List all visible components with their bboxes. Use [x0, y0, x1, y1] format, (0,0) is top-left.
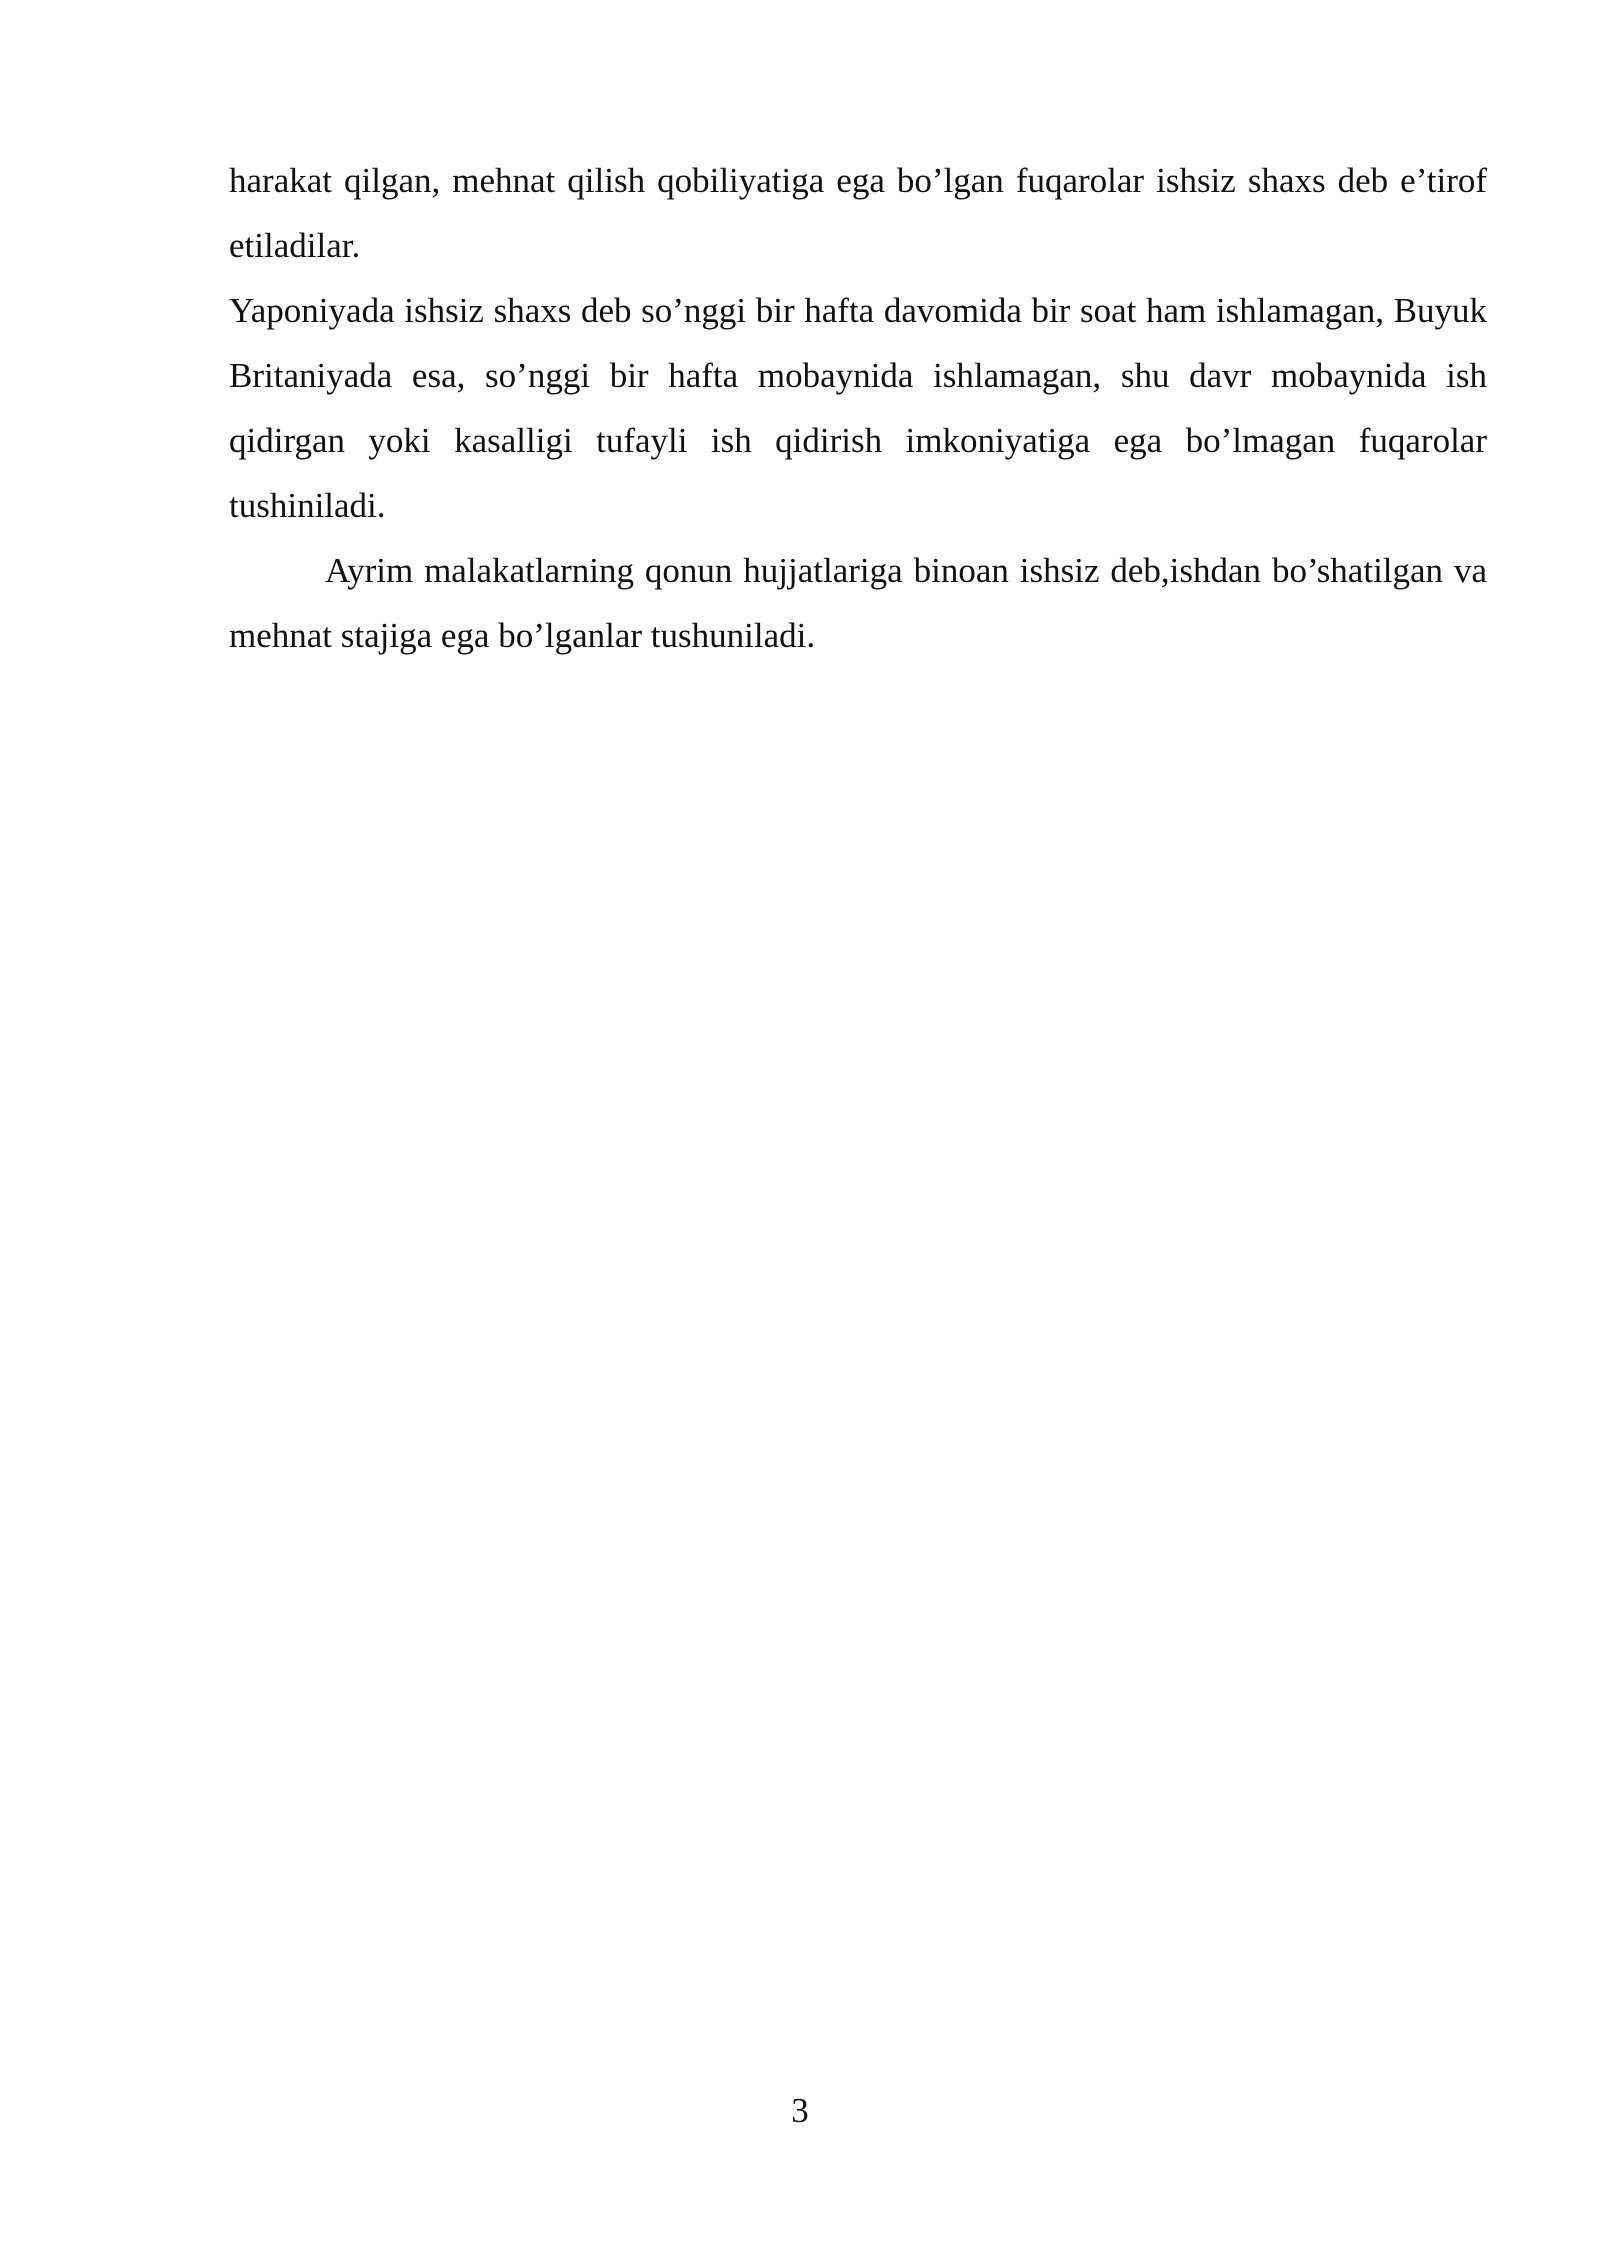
- paragraph-continuation: harakat qilgan, mehnat qilish qobiliyatiga ega bo’lgan fuqarolar ishsiz shaxs deb e’tirof etiladilar.: [229, 161, 1487, 265]
- page-number: 3: [791, 2091, 809, 2130]
- paragraph-other-countries: Ayrim malakatlarning qonun hujjatlariga binoan ishsiz deb,ishdan bo’shatilgan va mehnat stajiga ega bo’lganlar tushuniladi.: [229, 551, 1487, 655]
- paragraph-japan-uk-definition: Yaponiyada ishsiz shaxs deb so’nggi bir hafta davomida bir soat ham ishlamagan, Buyuk Britaniyada esa, so’nggi bir hafta mobaynida ishlamagan, shu davr mobaynida ish qidirgan yoki kasalligi tufayli ish qidirish imkoniyatiga ega bo’lmagan fuqarolar tushiniladi.: [229, 291, 1487, 525]
- body-text: [229, 148, 1487, 668]
